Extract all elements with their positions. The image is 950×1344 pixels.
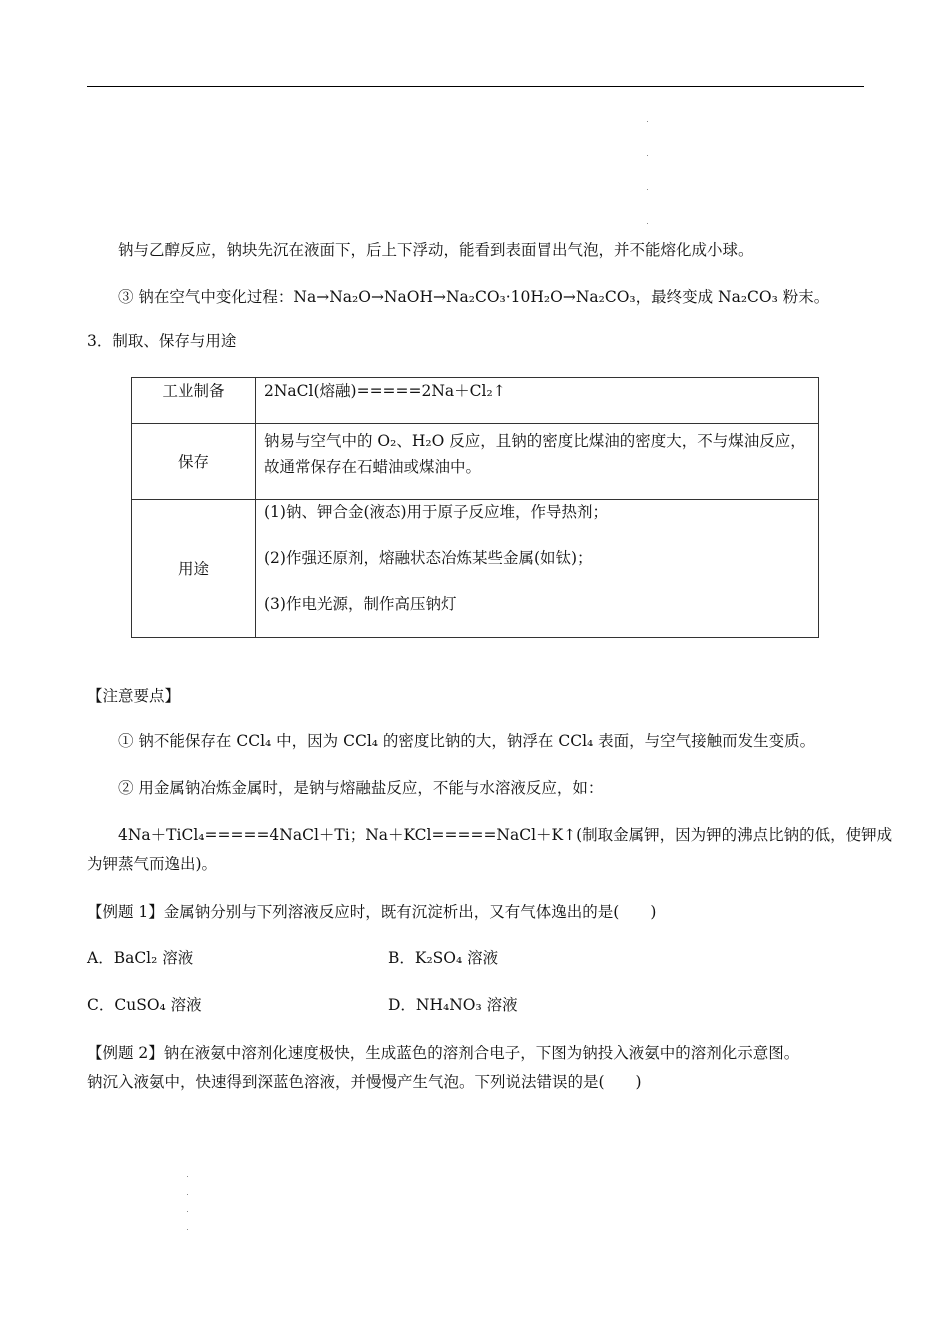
industrial-equation: 2NaCl(熔融)=====2Na＋Cl₂↑ [264, 382, 506, 400]
image-placeholder-dot [647, 155, 648, 156]
note-3-line-2: 为钾蒸气而逸出)。 [87, 855, 218, 873]
image-placeholder-dot [647, 121, 648, 122]
use-item: (2)作强还原剂，熔融状态冶炼某些金属(如钛)； [264, 549, 593, 567]
option-c: C．CuSO₄ 溶液 [87, 996, 202, 1014]
option-d: D．NH₄NO₃ 溶液 [388, 996, 518, 1014]
image-placeholder-dot [187, 1176, 188, 1177]
row-label: 工业制备 [132, 378, 256, 424]
note-1: ① 钠不能保存在 CCl₄ 中，因为 CCl₄ 的密度比钠的大，钠浮在 CCl₄ 表面，与空气接触而发生变质。 [118, 732, 816, 750]
row-label: 用途 [132, 500, 256, 638]
example-2-line-2: 钠沉入液氨中，快速得到深蓝色溶液，并慢慢产生气泡。下列说法错误的是( ) [87, 1073, 642, 1091]
paragraph-sodium-ethanol: 钠与乙醇反应，钠块先沉在液面下，后上下浮动，能看到表面冒出气泡，并不能熔化成小球。 [118, 241, 754, 259]
sodium-info-table [131, 377, 819, 638]
image-placeholder-dot [647, 223, 648, 224]
example-1-question: 【例题 1】金属钠分别与下列溶液反应时，既有沉淀析出，又有气体逸出的是( ) [87, 903, 657, 921]
notes-title: 【注意要点】 [87, 687, 181, 705]
image-placeholder-dot [647, 189, 648, 190]
use-item: (3)作电光源，制作高压钠灯 [264, 595, 457, 613]
table-row [132, 378, 819, 424]
option-b: B．K₂SO₄ 溶液 [388, 949, 499, 967]
header-rule [87, 86, 864, 87]
row-content [256, 500, 819, 638]
use-item: (1)钠、钾合金(液态)用于原子反应堆，作导热剂； [264, 503, 609, 521]
image-placeholder-dot [187, 1194, 188, 1195]
row-label: 保存 [132, 424, 256, 500]
section-heading: 3．制取、保存与用途 [87, 332, 237, 350]
note-3-line-1: 4Na＋TiCl₄=====4NaCl＋Ti；Na＋KCl=====NaCl＋K↑(制取金属钾，因为钾的沸点比钠的低，使钾成 [118, 826, 893, 844]
image-placeholder-dot [187, 1211, 188, 1212]
example-2-line-1: 【例题 2】钠在液氨中溶剂化速度极快，生成蓝色的溶剂合电子，下图为钠投入液氨中的溶剂化示意图。 [87, 1044, 800, 1062]
image-placeholder-dot [187, 1229, 188, 1230]
table-row [132, 424, 819, 500]
storage-text: 钠易与空气中的 O₂、H₂O 反应，且钠的密度比煤油的密度大，不与煤油反应，故通常保存在石蜡油或煤油中。 [264, 432, 806, 476]
option-a: A．BaCl₂ 溶液 [87, 949, 194, 967]
row-content [256, 378, 819, 424]
table-row [132, 500, 819, 638]
row-content [256, 424, 819, 500]
paragraph-sodium-in-air: ③ 钠在空气中变化过程：Na→Na₂O→NaOH→Na₂CO₃·10H₂O→Na₂CO₃，最终变成 Na₂CO₃ 粉末。 [118, 288, 830, 306]
note-2: ② 用金属钠冶炼金属时，是钠与熔融盐反应，不能与水溶液反应，如： [118, 779, 604, 797]
